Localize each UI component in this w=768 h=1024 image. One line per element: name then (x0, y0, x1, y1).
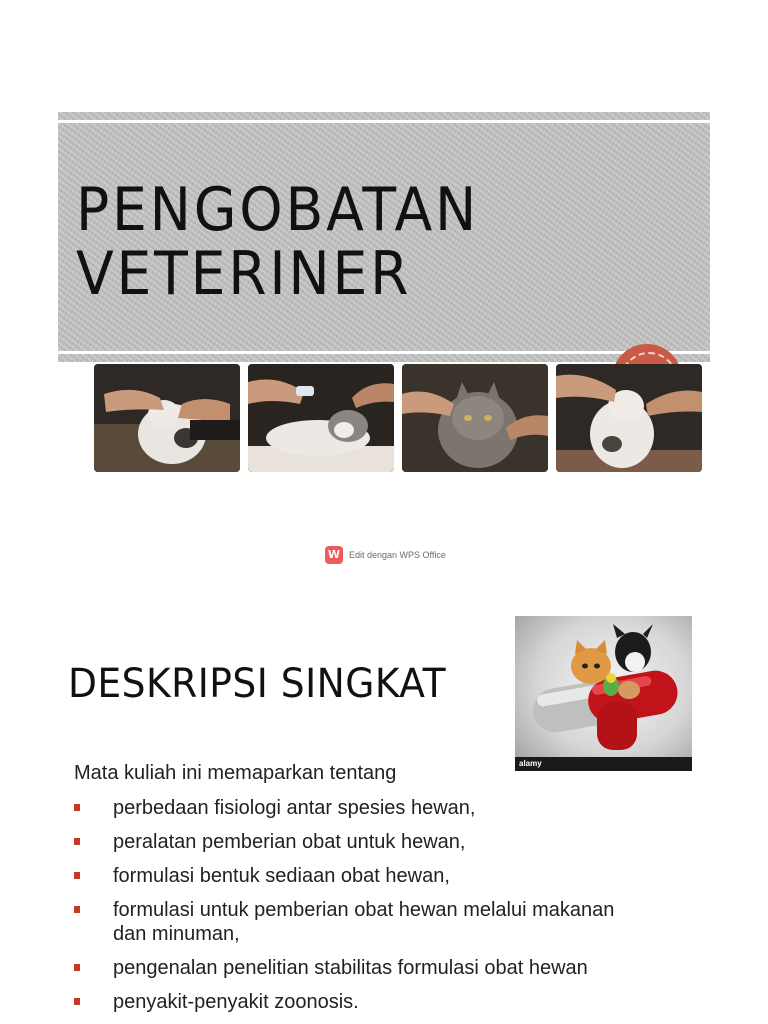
wps-watermark[interactable] (325, 546, 446, 564)
description-slide (0, 600, 768, 1024)
capsule-pets-image (515, 616, 692, 771)
image-credit-bar (515, 757, 692, 771)
bullet-list (74, 796, 694, 1024)
wps-watermark-text: Edit dengan WPS Office (349, 550, 446, 560)
cat-medication-photo-3 (402, 364, 548, 472)
banner-bottom-line (58, 351, 710, 354)
bullet-icon (74, 964, 80, 971)
list-item (74, 898, 653, 946)
list-item-text: pengenalan penelitian stabilitas formulasi obat hewan (113, 957, 588, 979)
cat-medication-photo-2 (248, 364, 394, 472)
list-item (74, 956, 694, 980)
list-item-text: formulasi untuk pemberian obat hewan melalui makanan dan minuman, (113, 899, 615, 945)
list-item-text: perbedaan fisiologi antar spesies hewan, (113, 797, 476, 819)
slide-title-line-2: VETERINER (76, 239, 412, 309)
list-item-text: penyakit-penyakit zoonosis. (113, 991, 359, 1013)
banner-top-line (58, 120, 710, 123)
list-item-text: formulasi bentuk sediaan obat hewan, (113, 865, 450, 887)
photo-strip (94, 364, 704, 472)
wps-logo-icon: W (325, 546, 343, 564)
bullet-icon (74, 906, 80, 913)
slide-title-line-1: PENGOBATAN (76, 175, 480, 245)
bullet-icon (74, 838, 80, 845)
bullet-icon (74, 872, 80, 879)
slide-title (76, 175, 480, 309)
list-item (74, 796, 694, 820)
list-item (74, 864, 694, 888)
list-item-text: peralatan pemberian obat untuk hewan, (113, 831, 466, 853)
list-item (74, 990, 694, 1014)
cat-medication-photo-1 (94, 364, 240, 472)
slide-heading: DESKRIPSI SINGKAT (68, 661, 447, 707)
image-credit-text: alamy (519, 759, 542, 768)
bullet-icon (74, 998, 80, 1005)
title-banner (58, 112, 710, 362)
list-item (74, 830, 694, 854)
bullet-icon (74, 804, 80, 811)
intro-text: Mata kuliah ini memaparkan tentang (74, 762, 397, 784)
cat-medication-photo-4 (556, 364, 702, 472)
